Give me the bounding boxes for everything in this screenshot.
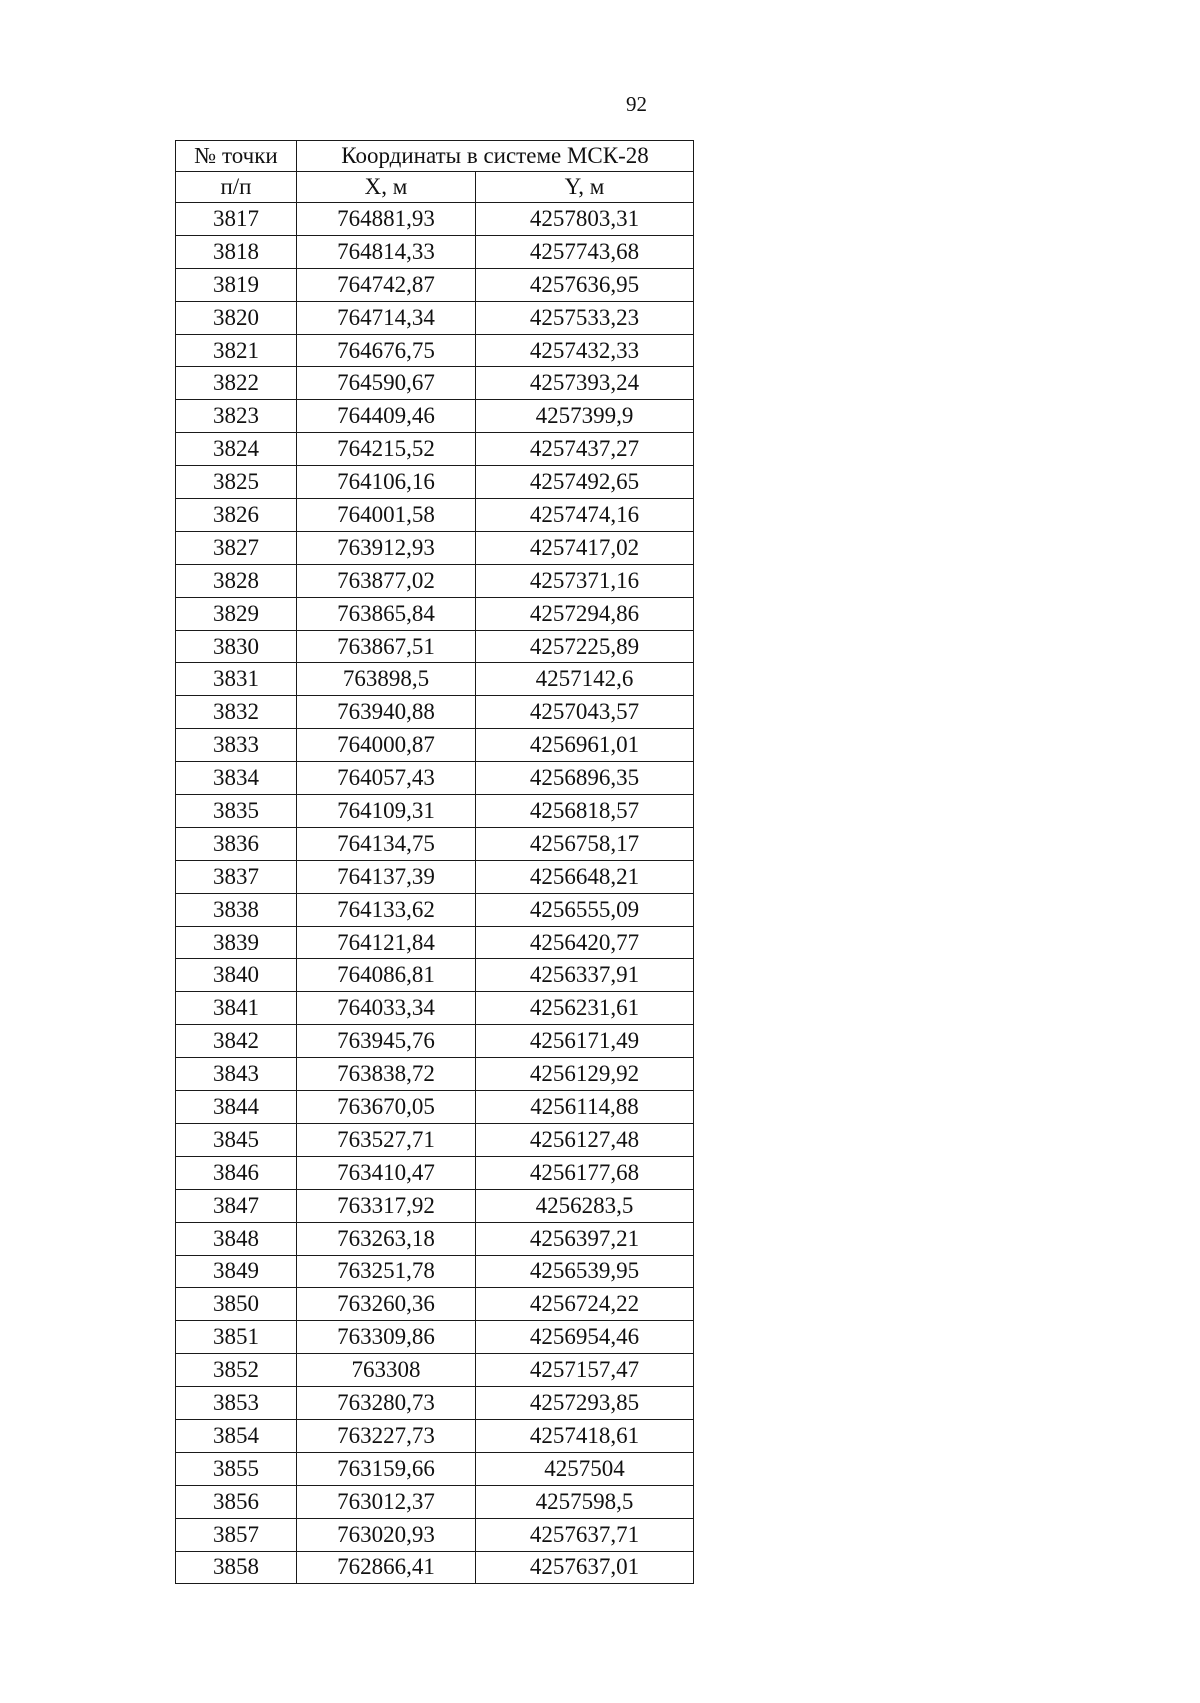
point-number-cell: 3826 [176, 499, 297, 532]
table-row [176, 663, 694, 696]
x-coordinate-cell: 764215,52 [297, 433, 476, 466]
point-number-cell: 3838 [176, 893, 297, 926]
x-coordinate-cell: 763012,37 [297, 1485, 476, 1518]
point-number-cell: 3828 [176, 564, 297, 597]
x-coordinate-cell: 764133,62 [297, 893, 476, 926]
x-coordinate-cell: 764137,39 [297, 860, 476, 893]
y-coordinate-cell: 4257636,95 [476, 268, 694, 301]
point-number-cell: 3858 [176, 1551, 297, 1584]
y-coordinate-cell: 4256539,95 [476, 1255, 694, 1288]
table-row [176, 1222, 694, 1255]
y-coordinate-cell: 4256337,91 [476, 959, 694, 992]
y-coordinate-cell: 4256896,35 [476, 762, 694, 795]
table-row [176, 1387, 694, 1420]
point-number-cell: 3820 [176, 301, 297, 334]
y-coordinate-cell: 4256114,88 [476, 1091, 694, 1124]
x-coordinate-cell: 763867,51 [297, 630, 476, 663]
x-coordinate-cell: 763020,93 [297, 1518, 476, 1551]
header-row-2 [176, 172, 694, 203]
x-coordinate-cell: 764881,93 [297, 203, 476, 236]
point-number-cell: 3852 [176, 1354, 297, 1387]
y-coordinate-cell: 4256171,49 [476, 1025, 694, 1058]
table-row [176, 301, 694, 334]
y-coordinate-cell: 4256758,17 [476, 827, 694, 860]
table-row [176, 729, 694, 762]
header-point-order: п/п [176, 172, 297, 203]
x-coordinate-cell: 763308 [297, 1354, 476, 1387]
table-row [176, 1091, 694, 1124]
y-coordinate-cell: 4256177,68 [476, 1156, 694, 1189]
page-number: 92 [626, 92, 647, 116]
y-coordinate-cell: 4256420,77 [476, 926, 694, 959]
x-coordinate-cell: 763838,72 [297, 1058, 476, 1091]
point-number-cell: 3827 [176, 531, 297, 564]
point-number-cell: 3846 [176, 1156, 297, 1189]
table-row [176, 1123, 694, 1156]
point-number-cell: 3824 [176, 433, 297, 466]
x-coordinate-cell: 764676,75 [297, 334, 476, 367]
y-coordinate-cell: 4257432,33 [476, 334, 694, 367]
table-row [176, 827, 694, 860]
y-coordinate-cell: 4257418,61 [476, 1419, 694, 1452]
y-coordinate-cell: 4256555,09 [476, 893, 694, 926]
x-coordinate-cell: 763912,93 [297, 531, 476, 564]
header-x: X, м [297, 172, 476, 203]
table-row [176, 926, 694, 959]
x-coordinate-cell: 763877,02 [297, 564, 476, 597]
y-coordinate-cell: 4256129,92 [476, 1058, 694, 1091]
y-coordinate-cell: 4257294,86 [476, 597, 694, 630]
table-row [176, 1419, 694, 1452]
y-coordinate-cell: 4256397,21 [476, 1222, 694, 1255]
y-coordinate-cell: 4257225,89 [476, 630, 694, 663]
y-coordinate-cell: 4256954,46 [476, 1321, 694, 1354]
point-number-cell: 3830 [176, 630, 297, 663]
point-number-cell: 3817 [176, 203, 297, 236]
header-row-1 [176, 141, 694, 172]
point-number-cell: 3841 [176, 992, 297, 1025]
y-coordinate-cell: 4257598,5 [476, 1485, 694, 1518]
y-coordinate-cell: 4257399,9 [476, 400, 694, 433]
point-number-cell: 3844 [176, 1091, 297, 1124]
table-row [176, 400, 694, 433]
x-coordinate-cell: 764590,67 [297, 367, 476, 400]
point-number-cell: 3849 [176, 1255, 297, 1288]
y-coordinate-cell: 4256648,21 [476, 860, 694, 893]
y-coordinate-cell: 4256231,61 [476, 992, 694, 1025]
table-row [176, 992, 694, 1025]
table-row [176, 860, 694, 893]
x-coordinate-cell: 764106,16 [297, 466, 476, 499]
point-number-cell: 3848 [176, 1222, 297, 1255]
y-coordinate-cell: 4256961,01 [476, 729, 694, 762]
point-number-cell: 3845 [176, 1123, 297, 1156]
y-coordinate-cell: 4257637,01 [476, 1551, 694, 1584]
table-row [176, 1452, 694, 1485]
x-coordinate-cell: 764742,87 [297, 268, 476, 301]
x-coordinate-cell: 763670,05 [297, 1091, 476, 1124]
table-row [176, 1354, 694, 1387]
y-coordinate-cell: 4257637,71 [476, 1518, 694, 1551]
table-row [176, 630, 694, 663]
point-number-cell: 3832 [176, 696, 297, 729]
point-number-cell: 3843 [176, 1058, 297, 1091]
point-number-cell: 3829 [176, 597, 297, 630]
point-number-cell: 3857 [176, 1518, 297, 1551]
y-coordinate-cell: 4257492,65 [476, 466, 694, 499]
table-row [176, 696, 694, 729]
header-coordinate-system: Координаты в системе МСК-28 [297, 141, 694, 172]
point-number-cell: 3834 [176, 762, 297, 795]
x-coordinate-cell: 764001,58 [297, 499, 476, 532]
table-row [176, 795, 694, 828]
point-number-cell: 3822 [176, 367, 297, 400]
point-number-cell: 3833 [176, 729, 297, 762]
table-row [176, 762, 694, 795]
x-coordinate-cell: 762866,41 [297, 1551, 476, 1584]
x-coordinate-cell: 763227,73 [297, 1419, 476, 1452]
x-coordinate-cell: 764409,46 [297, 400, 476, 433]
table-row [176, 1288, 694, 1321]
x-coordinate-cell: 764000,87 [297, 729, 476, 762]
table-row [176, 367, 694, 400]
table-row [176, 1058, 694, 1091]
table-row [176, 334, 694, 367]
point-number-cell: 3847 [176, 1189, 297, 1222]
table-row [176, 1255, 694, 1288]
y-coordinate-cell: 4257157,47 [476, 1354, 694, 1387]
table-row [176, 499, 694, 532]
y-coordinate-cell: 4257504 [476, 1452, 694, 1485]
x-coordinate-cell: 764814,33 [297, 235, 476, 268]
point-number-cell: 3850 [176, 1288, 297, 1321]
x-coordinate-cell: 763263,18 [297, 1222, 476, 1255]
point-number-cell: 3831 [176, 663, 297, 696]
x-coordinate-cell: 763945,76 [297, 1025, 476, 1058]
table-row [176, 1189, 694, 1222]
point-number-cell: 3853 [176, 1387, 297, 1420]
x-coordinate-cell: 763309,86 [297, 1321, 476, 1354]
point-number-cell: 3819 [176, 268, 297, 301]
table-row [176, 466, 694, 499]
y-coordinate-cell: 4257371,16 [476, 564, 694, 597]
coordinates-table [175, 140, 694, 1584]
point-number-cell: 3835 [176, 795, 297, 828]
y-coordinate-cell: 4257474,16 [476, 499, 694, 532]
table-row [176, 893, 694, 926]
x-coordinate-cell: 763940,88 [297, 696, 476, 729]
x-coordinate-cell: 763280,73 [297, 1387, 476, 1420]
x-coordinate-cell: 763898,5 [297, 663, 476, 696]
y-coordinate-cell: 4257393,24 [476, 367, 694, 400]
y-coordinate-cell: 4256127,48 [476, 1123, 694, 1156]
table-body [176, 203, 694, 1584]
x-coordinate-cell: 763260,36 [297, 1288, 476, 1321]
point-number-cell: 3839 [176, 926, 297, 959]
point-number-cell: 3836 [176, 827, 297, 860]
table-row [176, 203, 694, 236]
y-coordinate-cell: 4256724,22 [476, 1288, 694, 1321]
y-coordinate-cell: 4257417,02 [476, 531, 694, 564]
y-coordinate-cell: 4256283,5 [476, 1189, 694, 1222]
table-row [176, 433, 694, 466]
x-coordinate-cell: 764057,43 [297, 762, 476, 795]
x-coordinate-cell: 763410,47 [297, 1156, 476, 1189]
y-coordinate-cell: 4257803,31 [476, 203, 694, 236]
point-number-cell: 3825 [176, 466, 297, 499]
table-header [176, 141, 694, 203]
table-row [176, 597, 694, 630]
table-row [176, 1025, 694, 1058]
x-coordinate-cell: 764086,81 [297, 959, 476, 992]
y-coordinate-cell: 4256818,57 [476, 795, 694, 828]
x-coordinate-cell: 764109,31 [297, 795, 476, 828]
y-coordinate-cell: 4257043,57 [476, 696, 694, 729]
point-number-cell: 3842 [176, 1025, 297, 1058]
point-number-cell: 3851 [176, 1321, 297, 1354]
table-row [176, 235, 694, 268]
x-coordinate-cell: 763159,66 [297, 1452, 476, 1485]
point-number-cell: 3856 [176, 1485, 297, 1518]
table-row [176, 1156, 694, 1189]
point-number-cell: 3840 [176, 959, 297, 992]
x-coordinate-cell: 763527,71 [297, 1123, 476, 1156]
table-row [176, 564, 694, 597]
x-coordinate-cell: 764134,75 [297, 827, 476, 860]
header-point-number: № точки [176, 141, 297, 172]
table-row [176, 531, 694, 564]
point-number-cell: 3823 [176, 400, 297, 433]
y-coordinate-cell: 4257293,85 [476, 1387, 694, 1420]
table-row [176, 959, 694, 992]
table-row [176, 1321, 694, 1354]
y-coordinate-cell: 4257533,23 [476, 301, 694, 334]
x-coordinate-cell: 763865,84 [297, 597, 476, 630]
table-row [176, 1485, 694, 1518]
x-coordinate-cell: 763251,78 [297, 1255, 476, 1288]
header-y: Y, м [476, 172, 694, 203]
x-coordinate-cell: 764121,84 [297, 926, 476, 959]
table-row [176, 1518, 694, 1551]
point-number-cell: 3837 [176, 860, 297, 893]
x-coordinate-cell: 764714,34 [297, 301, 476, 334]
x-coordinate-cell: 764033,34 [297, 992, 476, 1025]
y-coordinate-cell: 4257142,6 [476, 663, 694, 696]
point-number-cell: 3855 [176, 1452, 297, 1485]
y-coordinate-cell: 4257437,27 [476, 433, 694, 466]
table-row [176, 268, 694, 301]
y-coordinate-cell: 4257743,68 [476, 235, 694, 268]
point-number-cell: 3818 [176, 235, 297, 268]
x-coordinate-cell: 763317,92 [297, 1189, 476, 1222]
point-number-cell: 3821 [176, 334, 297, 367]
table-row [176, 1551, 694, 1584]
point-number-cell: 3854 [176, 1419, 297, 1452]
